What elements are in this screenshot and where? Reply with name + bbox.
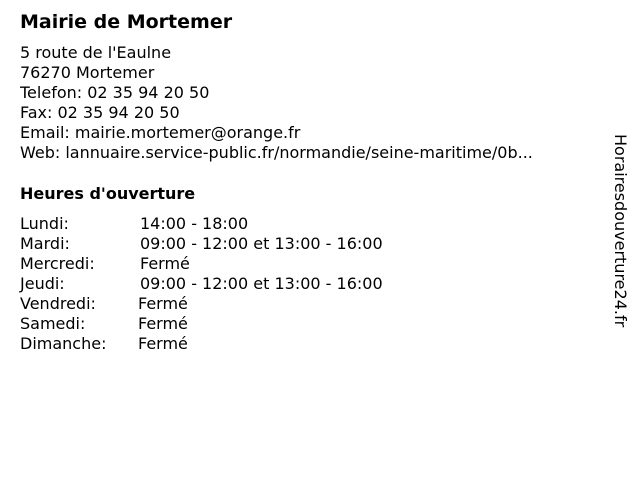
contact-block — [20, 43, 600, 163]
day-label: Samedi: — [20, 314, 86, 333]
day-label: Vendredi: — [20, 294, 96, 313]
street-address: 5 route de l'Eaulne — [20, 43, 172, 62]
day-label: Lundi: — [20, 214, 69, 233]
day-label: Mercredi: — [20, 254, 95, 273]
time-value: Fermé — [138, 294, 188, 313]
time-value: Fermé — [138, 334, 188, 353]
day-label: Mardi: — [20, 234, 70, 253]
day-label: Jeudi: — [20, 274, 65, 293]
email-address[interactable]: Email: mairie.mortemer@orange.fr — [20, 123, 301, 142]
day-label: Dimanche: — [20, 334, 107, 353]
postal-city: 76270 Mortemer — [20, 63, 155, 82]
opening-hours-heading: Heures d'ouverture — [20, 184, 196, 203]
time-value: Fermé — [140, 254, 190, 273]
time-value: 14:00 - 18:00 — [140, 214, 249, 233]
time-value: 09:00 - 12:00 et 13:00 - 16:00 — [140, 234, 383, 253]
time-value: Fermé — [138, 314, 188, 333]
page-title: Mairie de Mortemer — [20, 11, 233, 33]
fax-number: Fax: 02 35 94 20 50 — [20, 103, 180, 122]
time-value: 09:00 - 12:00 et 13:00 - 16:00 — [140, 274, 383, 293]
site-watermark: Horairesdouverture24.fr — [611, 134, 630, 328]
website-link[interactable]: Web: lannuaire.service-public.fr/normandie/seine-maritime/0b... — [20, 143, 533, 162]
phone-number[interactable]: Telefon: 02 35 94 20 50 — [20, 83, 210, 102]
